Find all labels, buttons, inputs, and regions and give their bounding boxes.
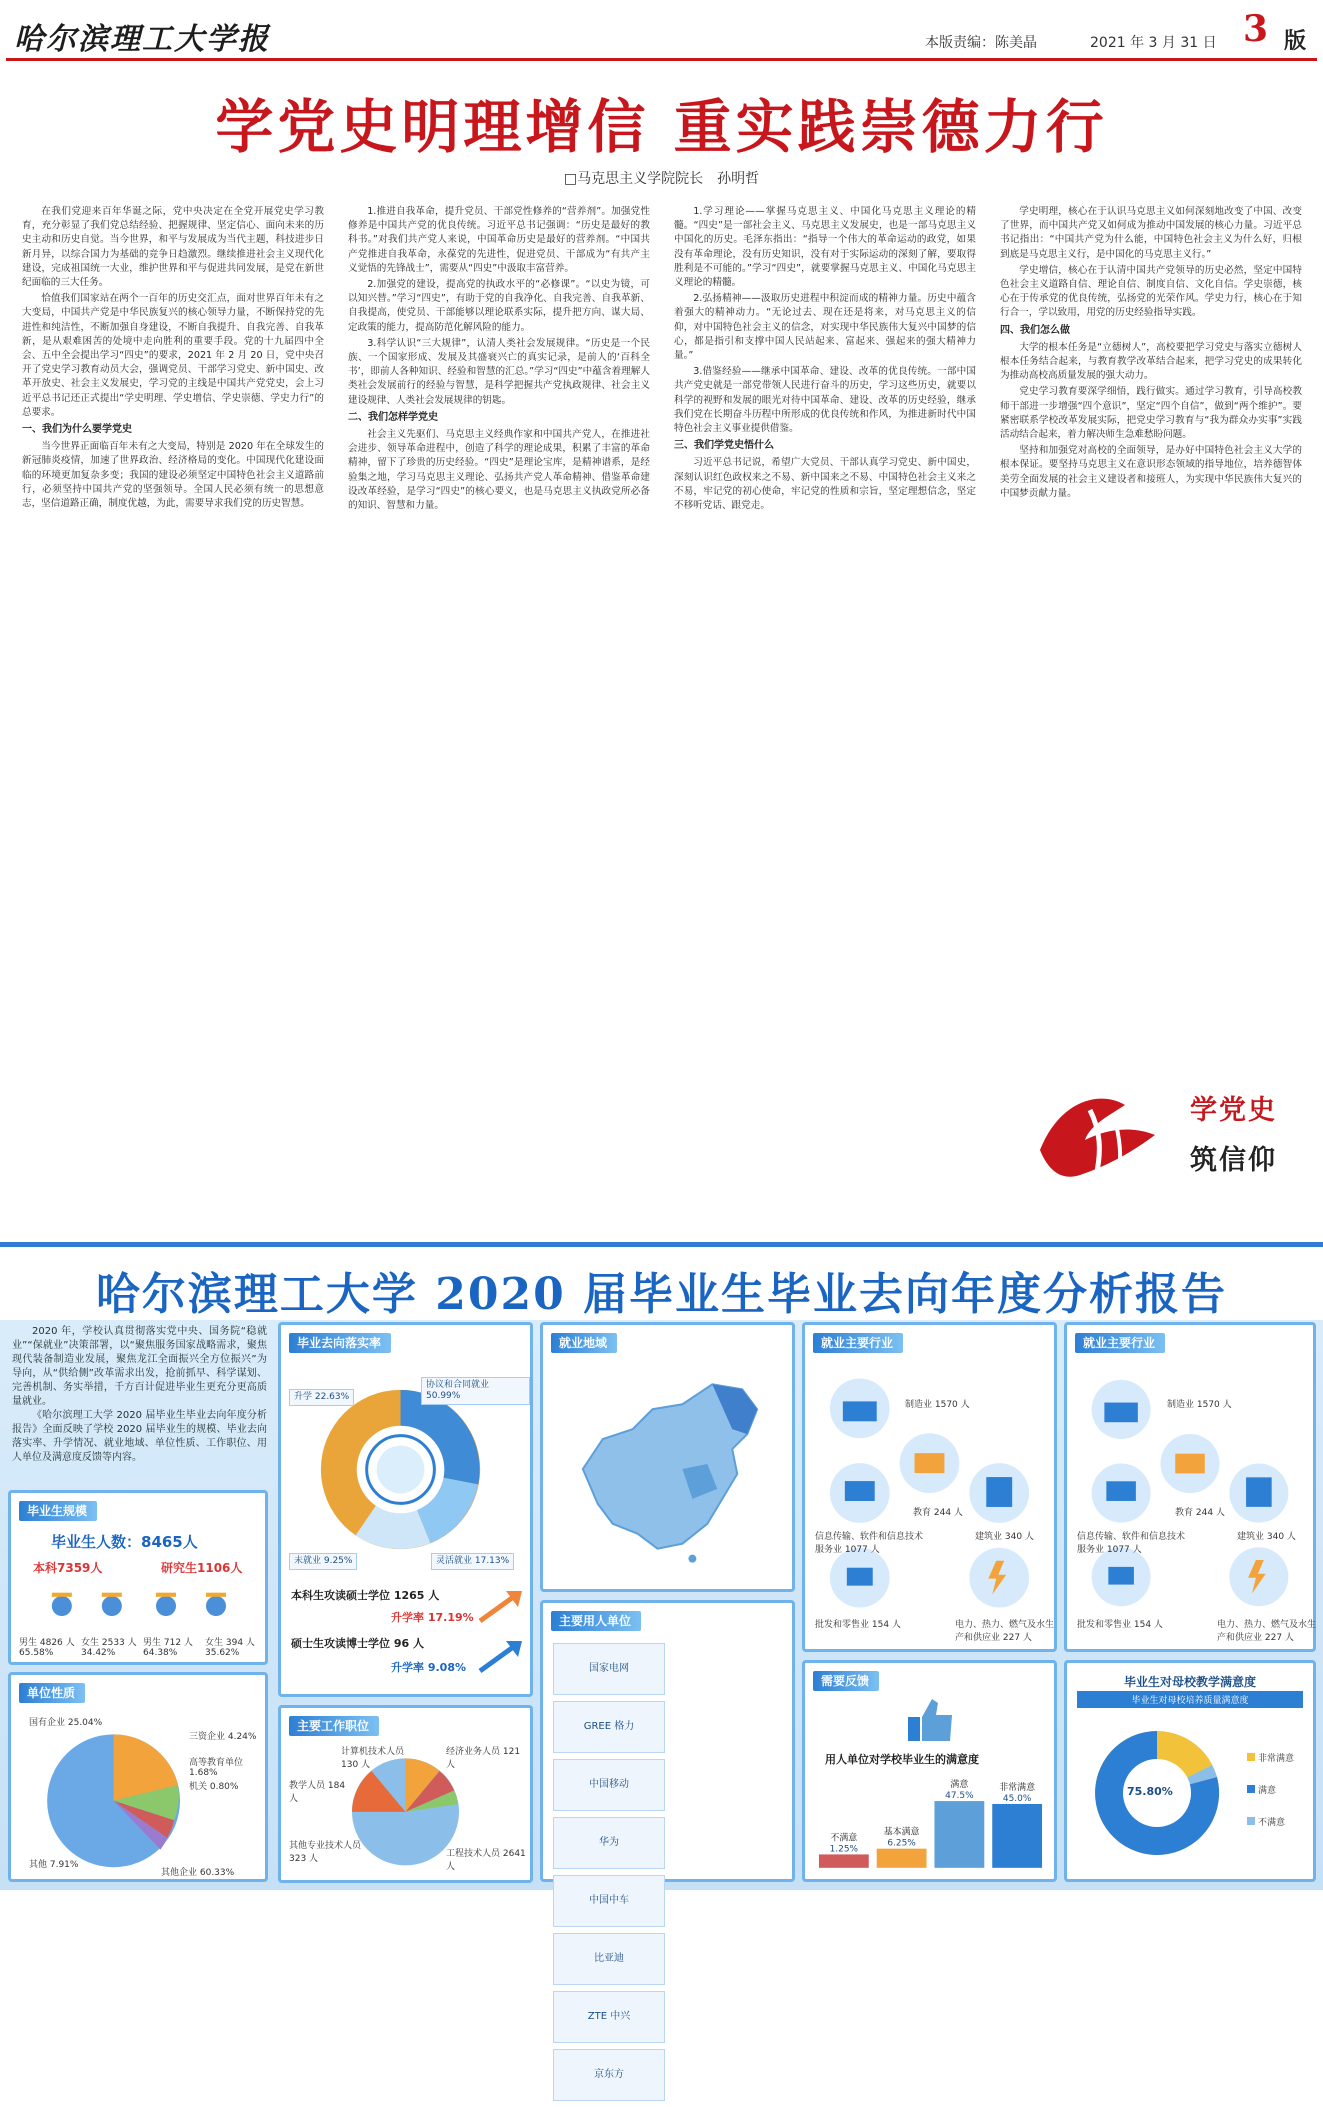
scale-stat: 女生 394 人 35.62% <box>205 1638 255 1658</box>
industry-label: 教育 244 人 <box>913 1508 963 1518</box>
panel-employer-feedback <box>802 1660 1057 1882</box>
industry-label: 信息传输、软件和信息技术服务业 1077 人 <box>815 1532 924 1555</box>
page-unit: 版 <box>1284 29 1307 54</box>
book-icon <box>900 1433 960 1493</box>
grad-count: 研究生1106人 <box>161 1561 243 1575</box>
issue-date: 2021 年 3 月 31 日 <box>1090 35 1217 51</box>
article-paragraph: 2.弘扬精神——汲取历史进程中积淀而成的精神力量。历史中蕴含着强大的精神动力。“无论过去、现在还是将来，对马克思主义的信仰，对中国特色社会主义的信念，对实现中华民族伟大复兴中国梦的信心，都是指引和支撑中国人民站起来、富起来、强起来的强大精神力量。” <box>674 293 976 362</box>
position-label: 其他专业技术人员 323 人 <box>289 1841 362 1864</box>
feedback-value-label: 6.25% <box>887 1838 916 1849</box>
panel-title: 毕业生规模 <box>19 1501 97 1521</box>
unit-label: 机关 0.80% <box>189 1782 239 1792</box>
employer-logo: 比亚迪 <box>553 1933 665 1985</box>
building-icon <box>969 1463 1029 1523</box>
article-paragraph: 在我们党迎来百年华诞之际，党中央决定在全党开展党史学习教育，充分彰显了我们党总结经验、把握规律、坚定信心、面向未来的历史主动和历史自觉。当今世界，和平与发展成为当代主题，科技进步日新月异，以综合国力为基础的竞争日趋激烈。继续推进社会主义现代化建设，完成祖国统一大业，维护世界和平与促进共同发展，是党在新世纪面临的三大任务。 <box>22 206 324 289</box>
panel-title: 毕业去向落实率 <box>289 1333 391 1353</box>
employer-logo: 中国移动 <box>553 1759 665 1811</box>
book-icon <box>1160 1434 1219 1493</box>
article-paragraph: 学史增信，核心在于认清中国共产党领导的历史必然，坚定中国特色社会主义道路自信、理论自信、制度自信、文化自信。学史崇德，核心在于传承党的优良传统，弘扬党的光荣作风。学史力行，核心在于知行合一，学以致用，用党的历史经验指导实践。 <box>1000 264 1302 319</box>
legend-item <box>1247 1751 1294 1764</box>
feedback-subtitle: 用人单位对学校毕业生的满意度 <box>825 1753 979 1766</box>
feedback-value-label: 1.25% <box>829 1844 859 1855</box>
building-icon <box>1229 1464 1288 1523</box>
total-graduates: 毕业生人数：8465人 <box>51 1533 198 1551</box>
industry-label: 批发和零售业 154 人 <box>815 1620 901 1630</box>
feedback-step <box>992 1804 1042 1868</box>
cart-icon <box>1092 1547 1151 1606</box>
position-label: 教学人员 184 人 <box>289 1781 346 1804</box>
article-paragraph: 习近平总书记说，希望广大党员、干部认真学习党史、新中国史，深刻认识红色政权来之不易、新中国来之不易、中国特色社会主义来之不易，牢记党的初心使命，牢记党的性质和宗旨，坚定理想信念，坚定不移听党话、跟党走。 <box>674 457 976 512</box>
upload-arrow-icon <box>476 1637 526 1677</box>
industry-label: 教育 244 人 <box>1175 1508 1225 1518</box>
page-editor: 本版责编：陈美晶 <box>925 35 1037 51</box>
industry-label: 批发和零售业 154 人 <box>1077 1620 1163 1630</box>
brush-stroke-icon <box>1030 1080 1170 1190</box>
page-number: 3 <box>1243 8 1269 50</box>
factory-icon <box>830 1378 890 1438</box>
paper-name: 哈尔滨理工大学报 <box>14 22 270 57</box>
unit-label: 高等教育单位 1.68% <box>189 1758 244 1778</box>
unit-label: 三资企业 4.24% <box>189 1732 257 1742</box>
intro-paragraph: 2020 年，学校认真贯彻落实党中央、国务院“稳就业”“保就业”决策部署，以“聚焦服务国家战略需求，聚焦现代装备制造业发展，聚焦龙江全面振兴全方位振兴”为导向，从“供给侧”改革需求出发，抢前抓早、科学谋划、完善机制、务实举措，千方百计促进毕业生更充分更高质量就业。 <box>12 1326 267 1407</box>
feedback-level-label: 非常满意 <box>999 1783 1036 1794</box>
party-history-stamp <box>1030 1080 1300 1190</box>
legend-item <box>1247 1815 1285 1828</box>
section-heading: 四、我们怎么做 <box>1000 324 1070 336</box>
feedback-value-label: 45.0% <box>1002 1793 1032 1804</box>
employer-logo: 华为 <box>553 1817 665 1869</box>
industry-label: 信息传输、软件和信息技术服务业 1077 人 <box>1077 1532 1186 1555</box>
panel-title: 主要用人单位 <box>551 1611 641 1631</box>
factory-icon <box>1092 1380 1151 1439</box>
scale-stat: 女生 2533 人 34.42% <box>81 1638 137 1658</box>
upload-arrow-icon <box>476 1587 526 1627</box>
panel-title: 单位性质 <box>19 1683 85 1703</box>
unit-label: 其他企业 60.33% <box>161 1868 235 1878</box>
doctor-intake-rate: 升学率 9.08% <box>391 1661 466 1674</box>
section-heading: 三、我们学党史悟什么 <box>674 440 774 452</box>
employer-logo: GREE 格力 <box>553 1701 665 1753</box>
report-title: 哈尔滨理工大学 2020 届毕业生毕业去向年度分析报告 <box>95 1269 1228 1320</box>
scale-stat: 男生 4826 人 65.58% <box>19 1638 75 1658</box>
satisfaction-center-label: 75.80% <box>1127 1785 1173 1798</box>
panel-graduate-scale <box>8 1490 268 1665</box>
article-byline: □马克思主义学院院长 孙明哲 <box>563 171 760 187</box>
panel-title: 主要工作职位 <box>289 1716 379 1736</box>
satisfaction-subtitle: 毕业生对母校培养质量满意度 <box>1077 1691 1303 1708</box>
position-label: 计算机技术人员 130 人 <box>341 1747 405 1770</box>
section-divider <box>0 1242 1323 1247</box>
industry-label: 电力、热力、燃气及水生产和供应业 227 人 <box>955 1620 1055 1643</box>
industry-label: 电力、热力、燃气及水生产和供应业 227 人 <box>1217 1620 1317 1643</box>
feedback-step <box>819 1854 869 1867</box>
article-paragraph: 大学的根本任务是“立德树人”，高校要把学习党史与落实立德树人根本任务结合起来，与教育教学改革结合起来，把学习党史的成果转化为推动高校高质量发展的强大动力。 <box>1000 341 1302 382</box>
article-paragraph: 当今世界正面临百年未有之大变局，特别是 2020 年在全球发生的新冠肺炎疫情，加速了世界政治、经济格局的变化。中国现代化建设面临的环境更加复杂多变；我国的建设必须坚定中国特色社会主义道路前行，必须坚持中国共产党的坚强领导。全国人民必须有统一的思想意志，坚信道路正确，制度优越，为此，需要导求我们党的历史智慧。 <box>22 441 324 510</box>
panel-industry-b <box>1064 1322 1316 1652</box>
feedback-step <box>934 1801 984 1868</box>
industry-label: 建筑业 340 人 <box>975 1532 1034 1542</box>
industry-label: 制造业 1570 人 <box>905 1400 970 1410</box>
article-paragraph: 1.推进自我革命，提升党员、干部党性修养的“营养剂”。加强党性修养是中国共产党的优良传统。习近平总书记强调：“历史是最好的教科书。”对我们共产党人来说，中国革命历史是最好的营养剂。“中国共产党推进自我革命，永葆党的先进性，促进党员、干部成为“有共产主义觉悟的先锋战士”，需要从“四史”中汲取丰富营养。 <box>348 206 650 274</box>
unit-label: 国有企业 25.04% <box>29 1718 103 1728</box>
panel-destination-rate <box>278 1322 533 1697</box>
master-intake: 本科生攻读硕士学位 1265 人 <box>291 1589 440 1602</box>
panel-title: 就业地域 <box>551 1333 617 1353</box>
masthead <box>0 0 1323 62</box>
article-paragraph: 学史明理，核心在于认识马克思主义如何深刻地改变了中国、改变了世界，而中国共产党又如何成为推动中国发展的核心力量。习近平总书记指出：“中国共产党为什么能，中国特色社会主义为什么好，归根到底是马克思主义行，是中国化的马克思主义行。” <box>1000 206 1302 260</box>
position-label: 经济业务人员 121 人 <box>446 1747 521 1770</box>
rate-label: 灵活就业 17.13% <box>431 1553 514 1570</box>
feedback-level-label: 不满意 <box>830 1833 858 1844</box>
rate-label: 升学 22.63% <box>289 1389 354 1406</box>
panel-employment-region <box>540 1322 795 1592</box>
power-icon <box>969 1548 1029 1608</box>
china-map <box>543 1349 792 1589</box>
cart-icon <box>830 1548 890 1608</box>
feedback-value-label: 47.5% <box>945 1791 974 1802</box>
unit-label: 其他 7.91% <box>29 1860 79 1870</box>
scale-stat: 男生 712 人 64.38% <box>143 1638 193 1658</box>
panel-satisfaction <box>1064 1660 1316 1882</box>
feedback-step <box>877 1849 927 1868</box>
employer-logo: 中国中车 <box>553 1875 665 1927</box>
intro-paragraph: 《哈尔滨理工大学 2020 届毕业生毕业去向年度分析报告》全面反映了学校 2020 届毕业生的规模、毕业去向落实率、升学情况、就业地域、单位性质、工作职位、用人单位及满意度反馈等内容。 <box>12 1410 267 1463</box>
article-paragraph: 3.借鉴经验——继承中国革命、建设、改革的优良传统。一部中国共产党史就是一部党带领人民进行奋斗的历史，学习这些历史，就要以科学的视野和发展的眼光对待中国革命、建设、改革的历史经验，继承我们党在长期奋斗历程中所形成的优良传统和作风，为推进新时代中国特色社会主义事业提供借鉴。 <box>674 366 976 435</box>
industry-label: 建筑业 340 人 <box>1237 1532 1296 1542</box>
panel-industry-a <box>802 1322 1057 1652</box>
feedback-steps <box>805 1768 1054 1878</box>
undergrad-count: 本科7359人 <box>33 1561 103 1575</box>
panel-title: 就业主要行业 <box>1075 1333 1165 1353</box>
article-title: 学党史明理增信 重实践崇德力行 <box>215 93 1108 161</box>
position-label: 工程技术人员 2641 人 <box>446 1849 526 1872</box>
employer-logo: 国家电网 <box>553 1643 665 1695</box>
legend-label: 满意 <box>1258 1786 1277 1796</box>
article-paragraph: 2.加强党的建设，提高党的执政水平的“必修课”。“以史为镜，可以知兴替。”学习“四史”，有助于党的自我净化、自我完善、自我革新、自我提高，使党员、干部能够以理论联系实际，提升把方向、谋大局、定政策的能力，提高防范化解风险的能力。 <box>348 279 650 333</box>
rate-label: 协议和合同就业 50.99% <box>421 1377 530 1405</box>
employer-grid <box>553 1643 783 2107</box>
article-paragraph: 3.科学认识“三大规律”，认清人类社会发展规律。“历史是一个民族、一个国家形成、发展及其盛衰兴亡的真实记录，是前人的‘百科全书’，即前人各种知识、经验和智慧的汇总。”学习“四史”中蕴含着理解人类社会发展前行的经验与智慧，是科学把握共产党执政规律、社会主义建设规律、人类社会发展规律的钥匙。 <box>348 337 650 406</box>
article-paragraph: 恰值我们国家站在两个一百年的历史交汇点，面对世界百年未有之大变局，中国共产党是中华民族复兴的核心领导力量，不断保持党的先进性和纯洁性，不断加强自身建设，不断自我提升、自我完善、自我革新，是从艰难困苦的处境中走向胜利的重要手段。党的十九届四中全会、五中全会提出学习“四史”的要求，2021 年 2 月 20 日，党中央召开了党史学习教育动员大会，强调党员、干部学习党史、新中国史、改革开放史、社会主义发展史，学习党的主线是中国共产党党史，会上习近平总书记还正式提出“学史明理、学史增信、学史崇德、学史力行”的总要求。 <box>22 293 324 418</box>
legend-label: 非常满意 <box>1258 1754 1295 1764</box>
laptop-icon <box>1092 1464 1151 1523</box>
doctor-intake: 硕士生攻读博士学位 96 人 <box>291 1637 424 1650</box>
legend-item <box>1247 1783 1276 1796</box>
feedback-level-label: 基本满意 <box>883 1827 920 1838</box>
article-paragraph: 社会主义先驱们、马克思主义经典作家和中国共产党人，在推进社会进步、领导革命进程中，创造了科学的理论成果，积累了丰富的革命精神，留下了珍贵的历史经验。“四史”是理论宝库，是精神谱系，是经验集之地，学习马克思主义理论、弘扬共产党人革命精神、借鉴革命建设改革经验，是学习“四史”的核心要义，也是马克思主义执政党所必备的知识、智慧和力量。 <box>348 429 650 512</box>
section-heading: 二、我们怎样学党史 <box>348 411 438 423</box>
report-intro <box>12 1325 267 1465</box>
satisfaction-title: 毕业生对母校教学满意度 <box>1123 1675 1256 1689</box>
legend-label: 不满意 <box>1258 1818 1286 1828</box>
panel-main-employers <box>540 1600 795 2080</box>
rate-label: 未就业 9.25% <box>289 1553 357 1570</box>
laptop-icon <box>830 1463 890 1523</box>
power-icon <box>1229 1547 1288 1606</box>
article-paragraph: 1.学习理论——掌握马克思主义、中国化马克思主义理论的精髓。“四史”是一部社会主义、马克思主义发展史，也是一部马克思主义中国化的历史。毛泽东指出：“指导一个伟大的革命运动的政党，如果没有革命理论，没有历史知识，没有对于实际运动的深刻了解，要取得胜利是不可能的。”学习“四史”，就要掌握马克思主义、中国化马克思主义理论的精髓。 <box>674 206 976 289</box>
industry-label: 制造业 1570 人 <box>1167 1400 1232 1410</box>
employer-logo: ZTE 中兴 <box>553 1991 665 2043</box>
panel-title: 就业主要行业 <box>813 1333 903 1353</box>
panel-unit-nature <box>8 1672 268 1882</box>
masthead-rule <box>6 58 1317 61</box>
master-intake-rate: 升学率 17.19% <box>391 1611 474 1624</box>
graduate-cap-icon <box>21 1581 261 1631</box>
stamp-text-black: 筑信仰 <box>1190 1145 1277 1176</box>
section-heading: 一、我们为什么要学党史 <box>22 424 132 436</box>
panel-title: 需要反馈 <box>813 1671 879 1691</box>
employer-logo: 京东方 <box>553 2049 665 2101</box>
panel-main-positions <box>278 1705 533 1883</box>
thumbs-up-icon <box>900 1695 960 1745</box>
stamp-text-red: 学党史 <box>1190 1095 1277 1126</box>
feedback-level-label: 满意 <box>950 1780 969 1791</box>
article-paragraph: 坚持和加强党对高校的全面领导，是办好中国特色社会主义大学的根本保证。要坚持马克思主义在意识形态领域的指导地位，培养德智体美劳全面发展的社会主义建设者和接班人，为实现中华民族伟大复兴的中国梦贡献力量。 <box>1000 445 1302 499</box>
article-paragraph: 党史学习教育要深学细悟，践行做实。通过学习教育，引导高校教师干部进一步增强“四个意识”，坚定“四个自信”，做到“两个维护”。要紧密联系学校改革发展实际，把党史学习教育与“我为群众办实事”实践活动结合起来，着力解决师生急难愁盼问题。 <box>1000 386 1302 441</box>
